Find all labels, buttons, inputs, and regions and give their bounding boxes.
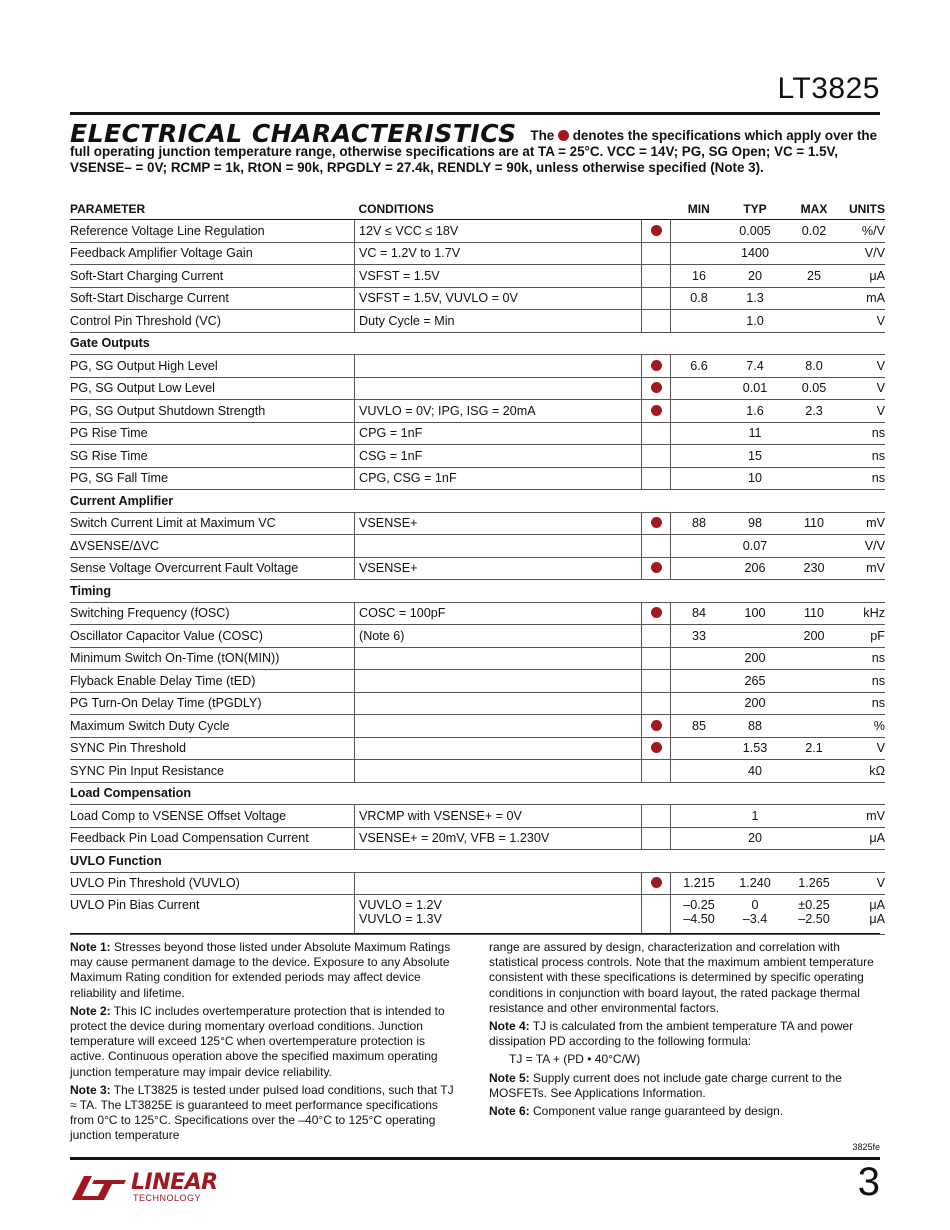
max-cell (783, 827, 845, 850)
typ-cell: 0.07 (727, 535, 783, 558)
max-cell (783, 535, 845, 558)
min-cell: 85 (671, 715, 728, 738)
table-group-row (70, 782, 885, 805)
max-cell: 110 (783, 602, 845, 625)
group-label: Load Compensation (70, 782, 885, 805)
dot-cell (642, 647, 671, 670)
conditions-cell: CSG = 1nF (355, 445, 642, 468)
conditions-cell: VUVLO = 0V; IPG, ISG = 20mA (355, 400, 642, 423)
note-5: Note 5: Supply current does not include gate charge current to the MOSFETs. See Applications Information. (489, 1070, 842, 1100)
conditions-cell (355, 895, 642, 935)
min-cell (671, 827, 728, 850)
typ-cell: 88 (727, 715, 783, 738)
bullet-dot-icon (651, 382, 662, 393)
typ-cell: 1400 (727, 242, 783, 265)
max-cell: 25 (783, 265, 845, 288)
conditions-cell: VSFST = 1.5V, VUVLO = 0V (355, 287, 642, 310)
min-cell-line: –0.25 (683, 898, 715, 912)
typ-cell: 200 (727, 647, 783, 670)
notes-right-column (489, 940, 885, 1122)
table-row (70, 535, 885, 558)
units-cell: %/V (845, 220, 885, 243)
dot-cell (642, 535, 671, 558)
min-cell (671, 467, 728, 490)
max-cell (783, 242, 845, 265)
conditions-cell (355, 737, 642, 760)
units-cell: % (845, 715, 885, 738)
table-row (70, 625, 885, 648)
table-row (70, 310, 885, 333)
units-cell: V (845, 400, 885, 423)
typ-cell: 1 (727, 805, 783, 828)
max-cell (783, 310, 845, 333)
typ-cell: 1.53 (727, 737, 783, 760)
conditions-cell: 12V ≤ VCC ≤ 18V (355, 220, 642, 243)
min-cell (671, 310, 728, 333)
section-intro (70, 119, 885, 176)
parameter-cell: Load Comp to VSENSE Offset Voltage (70, 805, 355, 828)
units-cell: ns (845, 692, 885, 715)
conditions-cell: COSC = 100pF (355, 602, 642, 625)
typ-cell-line: –3.4 (742, 912, 768, 926)
table-group-row (70, 490, 885, 513)
doc-code: 3825fe (852, 1142, 880, 1152)
dot-cell (642, 760, 671, 783)
table-row (70, 287, 885, 310)
units-cell-line: μA (869, 898, 885, 912)
min-cell (671, 422, 728, 445)
min-cell (671, 557, 728, 580)
bullet-dot-icon (651, 517, 662, 528)
typ-cell: 20 (727, 827, 783, 850)
conditions-cell: VSENSE+ (355, 557, 642, 580)
parameter-cell: Control Pin Threshold (VC) (70, 310, 355, 333)
dot-cell (642, 692, 671, 715)
bullet-dot-icon (651, 720, 662, 731)
bullet-dot-icon (651, 562, 662, 573)
table-group-row (70, 850, 885, 873)
parameter-cell: Switching Frequency (fOSC) (70, 602, 355, 625)
note-3-continued: range are assured by design, characterization and correlation with statistical process controls. Note that the maximum ambient temperature consistent with these specifications is determined by specific operating conditions in conjunction with board layout, the rated package thermal resistance and other environmental factors. (489, 940, 874, 1015)
max-cell: 2.1 (783, 737, 845, 760)
conditions-cell-line: VUVLO = 1.3V (359, 912, 442, 926)
units-cell: μA (845, 265, 885, 288)
parameter-cell: PG Turn-On Delay Time (tPGDLY) (70, 692, 355, 715)
table-row (70, 422, 885, 445)
dot-cell (642, 805, 671, 828)
max-cell (783, 692, 845, 715)
parameter-cell: Oscillator Capacitor Value (COSC) (70, 625, 355, 648)
min-cell (671, 670, 728, 693)
min-cell (671, 242, 728, 265)
conditions-cell (355, 872, 642, 895)
units-cell: ns (845, 647, 885, 670)
min-cell: 84 (671, 602, 728, 625)
typ-cell: 0.01 (727, 377, 783, 400)
units-cell: ns (845, 467, 885, 490)
group-label: Current Amplifier (70, 490, 885, 513)
conditions-cell: Duty Cycle = Min (355, 310, 642, 333)
max-cell: 110 (783, 512, 845, 535)
dot-cell (642, 422, 671, 445)
min-cell: 6.6 (671, 355, 728, 378)
footer-rule (70, 1157, 880, 1160)
parameter-cell: SG Rise Time (70, 445, 355, 468)
table-row (70, 602, 885, 625)
parameter-cell: Flyback Enable Delay Time (tED) (70, 670, 355, 693)
header-rule (70, 112, 880, 115)
conditions-cell-line: VUVLO = 1.2V (359, 898, 442, 912)
dot-cell (642, 355, 671, 378)
max-cell (783, 647, 845, 670)
min-cell: 16 (671, 265, 728, 288)
intro-pre: The (530, 128, 555, 143)
parameter-cell: PG, SG Output Low Level (70, 377, 355, 400)
units-cell: pF (845, 625, 885, 648)
units-cell: kHz (845, 602, 885, 625)
units-cell: ns (845, 670, 885, 693)
header-units: UNITS (845, 198, 885, 220)
note-2: Note 2: This IC includes overtemperature protection that is intended to protect the device during momentary overload conditions. Junction temperature will exceed 125°C when overtemperature protection is active. Continuous operation above the specified maximum operating junction temperature may impair device reliability. (70, 1003, 445, 1079)
min-cell (671, 895, 728, 935)
min-cell-line: –4.50 (683, 912, 715, 926)
typ-cell: 1.240 (727, 872, 783, 895)
section-title: ELECTRICAL CHARACTERISTICS (70, 119, 517, 148)
note-1: Note 1: Stresses beyond those listed under Absolute Maximum Ratings may cause permanent damage to the device. Exposure to any Absolute Maximum Rating condition for extended periods may affect device reliability and lifetime. (70, 940, 451, 1000)
parameter-cell: SYNC Pin Input Resistance (70, 760, 355, 783)
parameter-cell: Sense Voltage Overcurrent Fault Voltage (70, 557, 355, 580)
header-max: MAX (783, 198, 845, 220)
max-cell (783, 287, 845, 310)
min-cell (671, 535, 728, 558)
linear-logo-icon (70, 1170, 130, 1206)
notes-left-column (70, 940, 455, 1147)
note-4: Note 4: TJ is calculated from the ambient temperature TA and power dissipation PD according to the following formula: (489, 1019, 854, 1049)
min-cell (671, 647, 728, 670)
table-row (70, 737, 885, 760)
max-cell: 200 (783, 625, 845, 648)
max-cell: 8.0 (783, 355, 845, 378)
parameter-cell: PG, SG Output High Level (70, 355, 355, 378)
table-row (70, 692, 885, 715)
parameter-cell: UVLO Pin Bias Current (70, 895, 355, 935)
parameter-cell: Minimum Switch On-Time (tON(MIN)) (70, 647, 355, 670)
typ-cell-line: 0 (751, 898, 759, 912)
dot-cell (642, 310, 671, 333)
dot-cell (642, 557, 671, 580)
table-header-row (70, 198, 885, 220)
max-cell (783, 760, 845, 783)
conditions-cell (355, 377, 642, 400)
units-cell: V (845, 377, 885, 400)
min-cell (671, 737, 728, 760)
table-row (70, 760, 885, 783)
min-cell (671, 760, 728, 783)
bullet-dot-icon (651, 742, 662, 753)
dot-cell (642, 602, 671, 625)
typ-cell (727, 625, 783, 648)
typ-cell: 7.4 (727, 355, 783, 378)
dot-cell (642, 467, 671, 490)
units-cell: ns (845, 422, 885, 445)
logo-subtext: TECHNOLOGY (133, 1193, 202, 1203)
conditions-cell: (Note 6) (355, 625, 642, 648)
max-cell-line: –2.50 (798, 912, 830, 926)
table-row (70, 467, 885, 490)
table-row (70, 647, 885, 670)
table-row (70, 715, 885, 738)
conditions-cell: VSFST = 1.5V (355, 265, 642, 288)
units-cell: V/V (845, 535, 885, 558)
table-row (70, 872, 885, 895)
max-cell: 230 (783, 557, 845, 580)
min-cell: 33 (671, 625, 728, 648)
notes-rule (70, 933, 880, 934)
units-cell: V (845, 737, 885, 760)
header-dot (642, 198, 671, 220)
intro-conditions: A = 25°C. VCC = 14V; PG, SG Open; VC = 1.5V, VSENSE– = 0V; RCMP = 1k, RtON = 90k, RPGDLY = 27.4k, RENDLY = 90k, unless otherwise specified (Note 3). (70, 144, 838, 175)
table-row (70, 265, 885, 288)
dot-cell (642, 287, 671, 310)
table-row (70, 445, 885, 468)
units-cell: V (845, 310, 885, 333)
table-row (70, 377, 885, 400)
units-cell-line: μA (869, 912, 885, 926)
bullet-dot-icon (651, 360, 662, 371)
conditions-cell (355, 760, 642, 783)
units-cell (845, 895, 885, 935)
table-group-row (70, 580, 885, 603)
units-cell: μA (845, 827, 885, 850)
table-row (70, 512, 885, 535)
dot-cell (642, 400, 671, 423)
max-cell (783, 805, 845, 828)
dot-cell (642, 220, 671, 243)
dot-cell (642, 265, 671, 288)
min-cell (671, 377, 728, 400)
min-cell (671, 692, 728, 715)
note-3: Note 3: The LT3825 is tested under pulsed load conditions, such that TJ ≈ TA. The LT3825E is guaranteed to meet performance specifications from 0°C to 125°C. Specifications over the –40°C to 125°C operating junction temperature (70, 1082, 454, 1143)
conditions-cell: VRCMP with VSENSE+ = 0V (355, 805, 642, 828)
dot-cell (642, 670, 671, 693)
bullet-dot-icon (651, 877, 662, 888)
units-cell: ns (845, 445, 885, 468)
table-row (70, 355, 885, 378)
header-conditions: CONDITIONS (355, 198, 642, 220)
min-cell: 88 (671, 512, 728, 535)
dot-cell (642, 445, 671, 468)
typ-cell: 206 (727, 557, 783, 580)
units-cell: kΩ (845, 760, 885, 783)
parameter-cell: Soft-Start Discharge Current (70, 287, 355, 310)
parameter-cell: Soft-Start Charging Current (70, 265, 355, 288)
table-group-row (70, 332, 885, 355)
logo-wordmark: LINEAR (131, 1170, 218, 1195)
group-label: Gate Outputs (70, 332, 885, 355)
max-cell: 0.05 (783, 377, 845, 400)
table-row (70, 895, 885, 935)
note-4-formula: TJ = TA + (PD • 40°C/W) (509, 1052, 641, 1067)
intro-post: denotes the specifications which apply over the full operating junction temperature range, otherwise specifications are at T (70, 128, 878, 159)
max-cell (783, 670, 845, 693)
parameter-cell: ΔVSENSE/ΔVC (70, 535, 355, 558)
parameter-cell: PG, SG Output Shutdown Strength (70, 400, 355, 423)
units-cell: mA (845, 287, 885, 310)
part-number: LT3825 (777, 72, 880, 105)
group-label: Timing (70, 580, 885, 603)
dot-cell (642, 827, 671, 850)
dot-cell (642, 377, 671, 400)
dot-cell (642, 895, 671, 935)
parameter-cell: Maximum Switch Duty Cycle (70, 715, 355, 738)
typ-cell (727, 895, 783, 935)
units-cell: V (845, 355, 885, 378)
units-cell: V/V (845, 242, 885, 265)
typ-cell: 200 (727, 692, 783, 715)
table-row (70, 220, 885, 243)
conditions-cell: VSENSE+ = 20mV, VFB = 1.230V (355, 827, 642, 850)
bullet-dot-icon (651, 225, 662, 236)
min-cell (671, 805, 728, 828)
typ-cell: 265 (727, 670, 783, 693)
bullet-dot-icon (651, 607, 662, 618)
table-row (70, 670, 885, 693)
max-cell: 0.02 (783, 220, 845, 243)
parameter-cell: Feedback Amplifier Voltage Gain (70, 242, 355, 265)
table-row (70, 827, 885, 850)
max-cell-line: ±0.25 (798, 898, 830, 912)
conditions-cell: CPG = 1nF (355, 422, 642, 445)
table-row (70, 400, 885, 423)
max-cell (783, 467, 845, 490)
conditions-cell: VC = 1.2V to 1.7V (355, 242, 642, 265)
min-cell (671, 400, 728, 423)
page-number: 3 (857, 1160, 880, 1204)
conditions-cell (355, 715, 642, 738)
conditions-cell (355, 535, 642, 558)
min-cell: 0.8 (671, 287, 728, 310)
typ-cell: 10 (727, 467, 783, 490)
units-cell: mV (845, 512, 885, 535)
typ-cell: 98 (727, 512, 783, 535)
max-cell (783, 445, 845, 468)
table-row (70, 242, 885, 265)
typ-cell: 40 (727, 760, 783, 783)
typ-cell: 1.3 (727, 287, 783, 310)
typ-cell: 11 (727, 422, 783, 445)
min-cell: 1.215 (671, 872, 728, 895)
group-label: UVLO Function (70, 850, 885, 873)
typ-cell: 15 (727, 445, 783, 468)
max-cell (783, 422, 845, 445)
bullet-dot-icon (651, 405, 662, 416)
typ-cell: 0.005 (727, 220, 783, 243)
parameter-cell: SYNC Pin Threshold (70, 737, 355, 760)
header-typ: TYP (727, 198, 783, 220)
min-cell (671, 220, 728, 243)
dot-cell (642, 872, 671, 895)
conditions-cell: CPG, CSG = 1nF (355, 467, 642, 490)
dot-cell (642, 715, 671, 738)
conditions-cell (355, 647, 642, 670)
max-cell (783, 715, 845, 738)
units-cell: mV (845, 557, 885, 580)
conditions-cell (355, 355, 642, 378)
parameter-cell: Reference Voltage Line Regulation (70, 220, 355, 243)
units-cell: mV (845, 805, 885, 828)
bullet-dot-icon (558, 130, 569, 141)
header-parameter: PARAMETER (70, 198, 355, 220)
parameter-cell: Switch Current Limit at Maximum VC (70, 512, 355, 535)
dot-cell (642, 737, 671, 760)
max-cell: 1.265 (783, 872, 845, 895)
typ-cell: 100 (727, 602, 783, 625)
header-min: MIN (671, 198, 728, 220)
table-row (70, 557, 885, 580)
electrical-characteristics-table (70, 198, 885, 935)
typ-cell: 1.0 (727, 310, 783, 333)
dot-cell (642, 512, 671, 535)
parameter-cell: UVLO Pin Threshold (VUVLO) (70, 872, 355, 895)
typ-cell: 20 (727, 265, 783, 288)
min-cell (671, 445, 728, 468)
units-cell: V (845, 872, 885, 895)
max-cell (783, 895, 845, 935)
dot-cell (642, 625, 671, 648)
conditions-cell: VSENSE+ (355, 512, 642, 535)
conditions-cell (355, 670, 642, 693)
parameter-cell: Feedback Pin Load Compensation Current (70, 827, 355, 850)
parameter-cell: PG, SG Fall Time (70, 467, 355, 490)
parameter-cell: PG Rise Time (70, 422, 355, 445)
max-cell: 2.3 (783, 400, 845, 423)
dot-cell (642, 242, 671, 265)
note-6: Note 6: Component value range guaranteed by design. (489, 1104, 784, 1119)
typ-cell: 1.6 (727, 400, 783, 423)
conditions-cell (355, 692, 642, 715)
table-row (70, 805, 885, 828)
